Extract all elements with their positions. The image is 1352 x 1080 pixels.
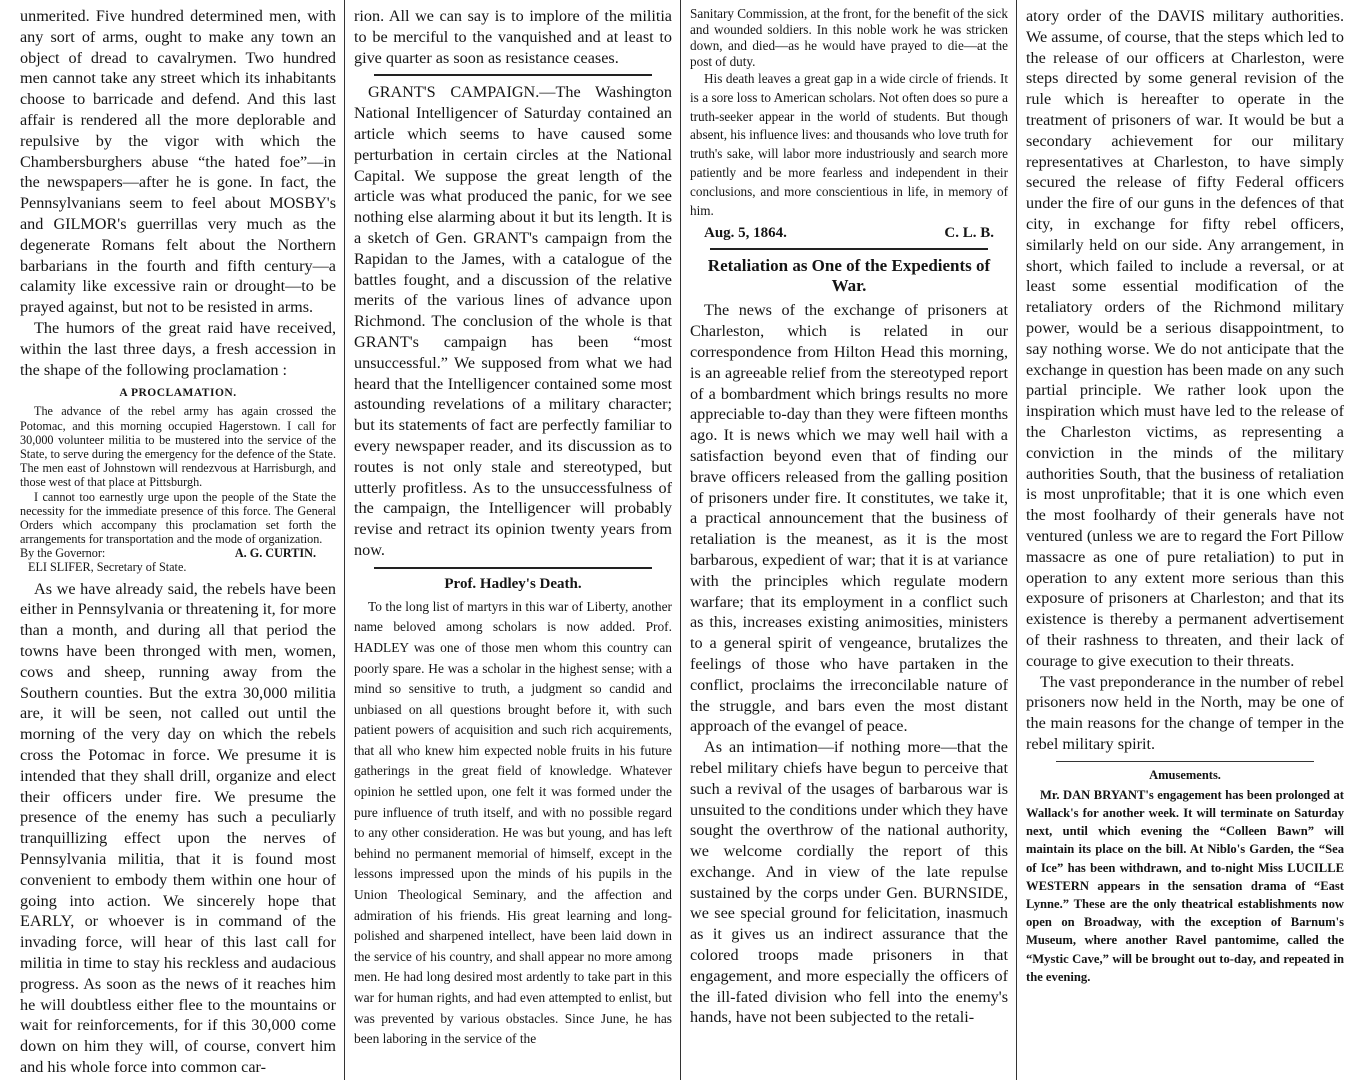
paragraph: As we have already said, the rebels have been either in Pennsylvania or threatening it, for more than a month, and during all that period the towns have been thronged with men, women, cows and sheep, running away from the Southern counties. But the extra 30,000 militia are, it will be seen, not called out until the morning of the very day on which the rebels cross the Potomac in force. We presume it is intended that they shall drill, organize and elect their officers under fire. We presume the presence of the enemy has such a peculiarly tranquillizing effect upon the nerves of Pennsylvania militia, that it is found most convenient to embody them within one hour of going into action. We sincerely hope that EARLY, or whoever is in command of the invading force, will hear of this last call for militia in time to stay his reckless and audacious progress. As soon as the news of it reaches him he will doubtless either flee to the mountains or wait for reinforcements, for if this 30,000 come down on him they will, of course, convert him and his whole force into common car-	[20, 579, 336, 1076]
section-divider	[710, 248, 988, 250]
paragraph: The news of the exchange of prisoners at Charleston, which is related in our correspondence from Hilton Head this morning, is an agreeable relief from the stereotyped report of a bombardment which brings results no more appreciable to-day than they were fifteen months ago. It is news which we may well hail with a satisfaction beyond even that of finding our brave officers released from the galling position of prisoners under fire. It constitutes, we take it, a practical announcement that the business of retaliation is the meanest, as it is the most barbarous, expedient of war; that it is at variance with the principles which regulate modern warfare; that its employment in a conflict such as this, increases existing animosities, ministers to a general spirit of vengeance, brutalizes the feelings of those who have partaken in the conflict, proclaims the irreconcilable nature of the struggle, and bars even the most distant approach of the evangel of peace.	[690, 301, 1008, 736]
column-2	[346, 0, 680, 1080]
paragraph: atory order of the DAVIS military authorities. We assume, of course, that the steps which led to the release of our officers at Charleston, were steps directed by some general revision of the rule which is hereafter to operate in the treatment of prisoners of war. It would be but a secondary achievement for our military representatives at Charleston, to have simply secured the release of fifty Federal officers under the fire of our guns in the defences of that city, in exchange for fifty rebel officers, similarly held on our side. Any arrangement, in short, which failed to include a reversal, or at least some essential modification of the retaliatory orders of the Richmond military power, would be a serious disappointment, to say nothing worse. We do not anticipate that the exchange in question has been made on any such partial principle. We rather look upon the inspiration which must have led to the release of the Charleston victims, as representing a conviction in the minds of the military authorities South, that the business of retaliation is most unprofitable; that it is one which even the most foolhardy of their generals have not ventured (unless we are to regard the Fort Pillow massacre as one of pure retaliation) to put in operation to any extent more serious than this exposure of prisoners at Charleston; and that its existence is thereby a permanent advertisement of their rashness to threaten, and their lack of courage to give execution to their threats.	[1026, 7, 1344, 670]
paragraph: His death leaves a great gap in a wide circle of friends. It is a sore loss to American scholars. Not often does so pure a truth-seeker appear in the world of students. But though absent, his influence lives: and thousands who love truth for truth's sake, will labor more industriously and search more patiently and be more fearless and independent in their conclusions, and more conscientious in life, in memory of him.	[690, 71, 1008, 218]
column-4	[1018, 0, 1352, 1080]
by-governor-label: By the Governor:	[20, 546, 106, 561]
proclamation-title: A PROCLAMATION.	[119, 387, 237, 400]
hadley-article: To the long list of martyrs in this war of Liberty, another name beloved among scholars is now added. Prof. HADLEY was one of those men whom this country can poorly spare. He was a scholar in the highest sense; with a mind so sensitive to truth, a judgment so candid and unbiased on all questions brought before it, with such patient powers of acquisition and such rich acquirements, that all who knew him expected noble fruits in his future gatherings in the great field of knowledge. Whatever opinion he settled upon, one felt it was formed under the pure influence of truth itself, and with no possible regard to any other consideration. He was but young, and has left behind no permanent memorial of himself, except in the lessons impressed upon the minds of his pupils in the Union Theological Seminary, and the affection and admiration of his friends. His great learning and long-polished and sharpened intellect, have been laid down in the service of his country, and shall appear no more among men. He had long desired most ardently to take part in this war for human rights, and had even attempted to enlist, but was prevented by various obstacles. Since June, he has been laboring in the service of the	[354, 598, 672, 1047]
paragraph: The vast preponderance in the number of rebel prisoners now held in the North, may be one of the main reasons for the change of temper in the rebel military spirit.	[1026, 672, 1344, 753]
grant-campaign-body: —The Washington National Intelligencer of Saturday contained an article which seems to have caused some perturbation in certain circles at the National Capital. We suppose the great length of the article was what produced the panic, for we see nothing else alarming about it but its length. It is a sketch of Gen. GRANT's campaign from the Rapidan to the James, with a catalogue of the battles fought, and a discussion of the relative merits of the various lines of advance upon Richmond. The conclusion of the whole is that GRANT's campaign has been “most unsuccessful.” We supposed from what we had heard that the Intelligencer contained some most astounding revelations of a military character; but its statements of fact are perfectly familiar to every newspaper reader, and its discussion as to routes is not only stale and stereotyped, but utterly profitless. As to the unsuccessfulness of the campaign, the Intelligencer will probably revise and retract its opinion twenty years from now.	[354, 83, 672, 559]
section-divider	[1056, 761, 1314, 762]
governor-signature	[20, 546, 336, 560]
column-rule	[680, 0, 681, 1080]
paragraph: As an intimation—if nothing more—that the rebel military chiefs have begun to perceive that such a revival of the usages of barbarous war is unsuited to the conditions under which they have sought the overthrow of the national authority, we welcome cordially the report of this exchange. And in view of the late repulse sustained by the corps under Gen. BURNSIDE, we see special ground for felicitation, inasmuch as it gives us an indirect assurance that the colored troops made prisoners in that engagement, and more especially the officers of the ill-fated division who fell into the enemy's hands, have not been subjected to the retali-	[690, 738, 1008, 1027]
column-3	[682, 0, 1016, 1080]
amusements-heading: Amusements.	[1149, 767, 1221, 782]
amusements-notice: Mr. DAN BRYANT's engagement has been prolonged at Wallack's for another week. It will terminate on Saturday next, until which evening the “Colleen Bawn” will maintain its place on the bill. At Niblo's Garden, the “Sea of Ice” has been withdrawn, and to-night Miss LUCILLE WESTERN appears in the sensation drama of “East Lynne.” These are the only theatrical establishments now open on Broadway, with the exception of Barnum's Museum, where another Ravel pantomime, called the “Mystic Cave,” will be brought out to-day, and repeated in the evening.	[1026, 787, 1344, 984]
article-date: Aug. 5, 1864.	[704, 225, 787, 242]
hadley-heading: Prof. Hadley's Death.	[444, 575, 582, 592]
column-1	[0, 0, 344, 1080]
section-divider	[374, 567, 652, 569]
retaliation-heading: Retaliation as One of the Expedients of War.	[707, 256, 991, 296]
grant-campaign-lead: GRANT'S CAMPAIGN.	[368, 83, 540, 102]
grant-campaign-article	[354, 82, 672, 560]
section-divider	[374, 74, 652, 76]
secretary-line: ELI SLIFER, Secretary of State.	[28, 560, 187, 575]
proclamation-paragraph: I cannot too earnestly urge upon the people of the State the necessity for the immediate presence of this force. The General Orders which accompany this proclamation set forth the arrangements for transportation and the mode of organization.	[20, 489, 336, 547]
article-initials: C. L. B.	[944, 225, 994, 242]
paragraph: The humors of the great raid have received, within the last three days, a fresh accession in the shape of the following proclamation :	[20, 318, 336, 379]
paragraph: unmerited. Five hundred determined men, with any sort of arms, ought to make any town an object of dread to cavalrymen. Two hundred men cannot take any street which its inhabitants choose to barricade and defend. And this last affair is rendered all the more deplorable and repulsive by the vigor with which the Chambersburghers abuse “the hated foe”—in the newspapers—after he is gone. In fact, the Pennsylvanians seem to feel about MOSBY's and GILMOR's guerrillas very much as the degenerate Romans felt about the Northern barbarians in the fourth and fifth century—a calamity like excessive rain or drought—to be prayed against, but not to be resisted in arms.	[20, 7, 336, 317]
paragraph: Sanitary Commission, at the front, for the benefit of the sick and wounded soldiers. In this noble work he was stricken down, and died—as he would have prayed to die—at the post of duty.	[690, 6, 1008, 69]
column-rule	[344, 0, 345, 1080]
article-signature	[690, 224, 1008, 242]
column-rule	[1016, 0, 1017, 1080]
governor-name: A. G. CURTIN.	[234, 546, 316, 561]
proclamation-paragraph: The advance of the rebel army has again crossed the Potomac, and this morning occupied Hagerstown. I call for 30,000 volunteer militia to be mustered into the service of the State, to serve during the emergency for the defence of the State. The men east of Johnstown will rendezvous at Harrisburgh, and those west of that place at Pittsburgh.	[20, 404, 336, 490]
paragraph: rion. All we can say is to implore of the militia to be merciful to the vanquished and at least to give quarter as soon as resistance ceases.	[354, 7, 672, 67]
